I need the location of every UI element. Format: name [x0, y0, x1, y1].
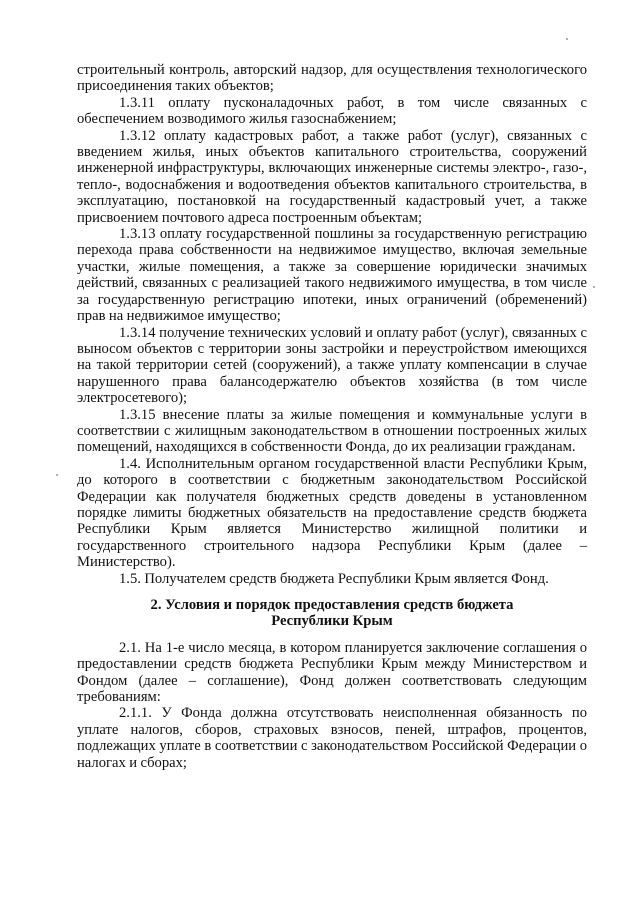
document-body — [77, 62, 587, 771]
paragraph-1-3-15: 1.3.15 внесение платы за жилые помещения и коммунальные услуги в соответствии с жилищным законодательством в отношении построенных жилых помещений, находящихся в собственности Фонда, до их реализации гражданам. — [77, 406, 587, 456]
paragraph-1-3-10-tail: строительный контроль, авторский надзор, для осуществления технологического присоединения таких объектов; — [77, 62, 587, 95]
section-heading-line-1: 2. Условия и порядок предоставления средств бюджета — [150, 597, 514, 613]
scan-speck — [566, 38, 568, 40]
section-heading — [77, 597, 587, 630]
paragraph-2-1-1: 2.1.1. У Фонда должна отсутствовать неисполненная обязанность по уплате налогов, сборов, страховых взносов, пеней, штрафов, процентов, подлежащих уплате в соответствии с законодательством Российской Федерации о налогах и сборах; — [77, 705, 587, 771]
scan-speck — [593, 286, 595, 288]
paragraph-1-3-11: 1.3.11 оплату пусконаладочных работ, в том числе связанных с обеспечением возводимого жилья газоснабжением; — [77, 94, 587, 128]
paragraph-1-3-12: 1.3.12 оплату кадастровых работ, а также работ (услуг), связанных с введением жилья, иных объектов капитального строительства, сооружений инженерной инфраструктуры, включающих инженерные системы электро-, газо-, тепло-, водоснабжения и водоотведения объектов капитального строительства, в эксплуатацию, постановкой на государственный кадастровый учет, а также присвоением почтового адреса построенным объектам; — [77, 127, 587, 226]
paragraph-2-1: 2.1. На 1-е число месяца, в котором планируется заключение соглашения о предоставлении средств бюджета Республики Крым между Министерством и Фондом (далее – соглашение), Фонд должен соответствовать следующим требованиям: — [77, 639, 587, 706]
paragraph-1-5: 1.5. Получателем средств бюджета Республики Крым является Фонд. — [119, 570, 549, 587]
paragraph-1-3-13: 1.3.13 оплату государственной пошлины за государственную регистрацию перехода права собственности на недвижимое имущество, включая земельные участки, жилые помещения, а также за совершение юридически значимых действий, связанных с реализацией такого недвижимого имущества, в том числе за государственную регистрацию ипотеки, иных ограничений (обременений) прав на недвижимое имущество; — [77, 226, 587, 325]
scan-speck — [56, 474, 58, 476]
paragraph-1-3-14: 1.3.14 получение технических условий и оплату работ (услуг), связанных с выносом объектов с территории зоны застройки и переустройством имеющихся на такой территории сетей (сооружений), а также уплату компенсации в случае нарушенного права балансодержателю объектов хозяйства (в том числе электросетевого); — [77, 324, 587, 407]
paragraph-1-4: 1.4. Исполнительным органом государственной власти Республики Крым, до которого в соответствии с бюджетным законодательством Российской Федерации как получателя бюджетных средств доведены в установленном порядке лимиты бюджетных обязательств на предоставление средств бюджета Республики Крым является Министерство жилищной политики и государственного строительного надзора Республики Крым (далее – Министерство). — [77, 455, 587, 571]
section-heading-line-2: Республики Крым — [271, 613, 393, 630]
